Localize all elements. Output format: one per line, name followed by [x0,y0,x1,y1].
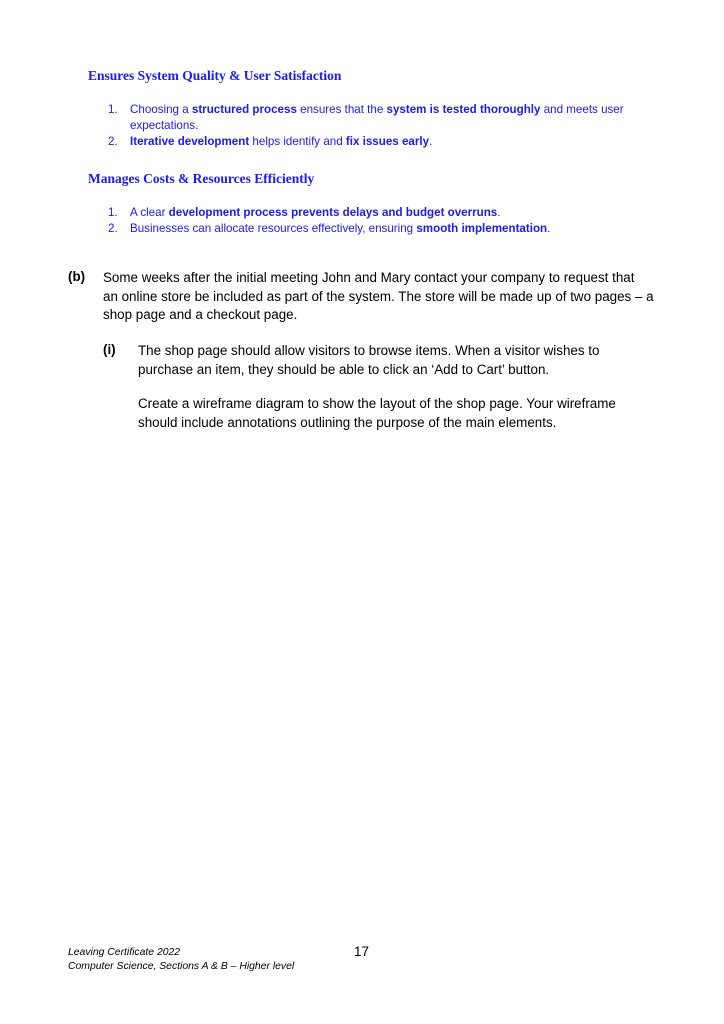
question-b-line: Some weeks after the initial meeting John and Mary contact your company to request that [103,270,635,285]
emphasis-text: structured process [191,103,297,116]
instruction-line: should include annotations outlining the purpose of the main elements. [138,414,557,430]
emphasis-text: Iterative development [130,135,250,148]
question-b-line: shop page and a checkout page. [103,307,298,322]
list-item [108,102,668,134]
emphasis-text: smooth implementation [416,222,548,235]
section-heading-costs: Manages Costs & Resources Efficiently [88,171,315,186]
list-item-number: 1. [108,206,118,219]
list-item-text: . [497,206,501,219]
list-item-text: and meets user expectations. [130,103,624,132]
question-b-text [103,269,683,325]
list-item-number: 2. [108,222,118,235]
list-item [108,134,668,150]
emphasis-text: fix issues early [345,135,430,148]
footer-exam-title: Leaving Certificate 2022 [68,947,181,958]
question-b-line: an online store be included as part of the system. The store will be made up of two pages – a [103,288,654,304]
list-item-text: . [547,222,551,235]
list-item-text: Businesses can allocate resources effectively, ensuring [130,222,417,235]
page-number: 17 [354,944,369,959]
list-item [108,205,668,221]
question-b-i-instruction [138,395,683,432]
question-b-i-line: purchase an item, they should be able to click an ‘Add to Cart’ button. [138,361,550,377]
list-item-number: 2. [108,135,118,148]
question-b-i-line: The shop page should allow visitors to browse items. When a visitor wishes to [138,343,600,358]
footer-exam-subtitle: Computer Science, Sections A & B – Higher level [68,961,295,972]
emphasis-text: system is tested thoroughly [386,103,541,116]
list-item-text: Choosing a [130,103,192,116]
instruction-line: Create a wireframe diagram to show the layout of the shop page. Your wireframe [138,396,616,411]
list-item-text: . [429,135,433,148]
emphasis-text: development process prevents delays and budget overruns [168,206,498,219]
list-item-text: helps identify and [249,135,346,148]
costs-list [108,205,668,237]
footer-exam-info [68,946,294,974]
section-heading-quality: Ensures System Quality & User Satisfaction [88,68,342,83]
question-b-label: (b) [68,269,86,284]
list-item [108,221,668,237]
list-item-number: 1. [108,103,118,116]
question-b-i-label: (i) [103,342,116,357]
list-item-text: ensures that the [296,103,387,116]
question-b-i-text [138,342,683,379]
list-item-text: A clear [130,206,169,219]
quality-list [108,102,668,150]
